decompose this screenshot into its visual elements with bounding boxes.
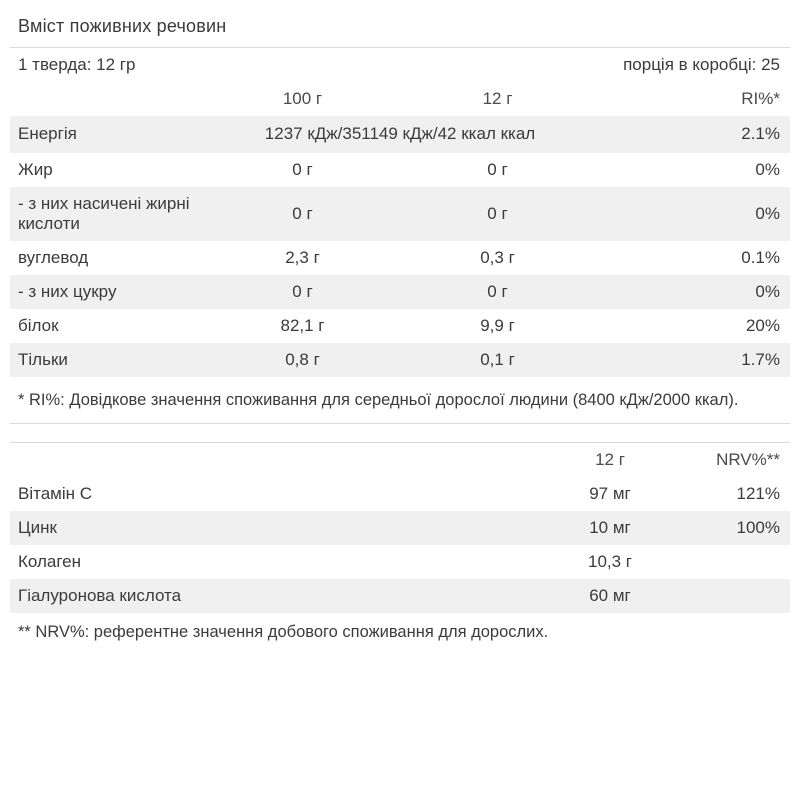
nutrient-name: Енергія [10,116,205,153]
nutrient-ri: 0% [595,275,790,309]
nutrient-per-100g: 0 г [205,187,400,241]
section-gap [10,424,790,442]
vitamin-value: 60 мг [541,579,678,613]
nutrient-ri: 0% [595,187,790,241]
nutrient-per-100g: 82,1 г [280,315,325,335]
vitamin-nrv: 100% [679,511,790,545]
vitamin-nrv: 121% [736,483,780,503]
vitamin-value: 10 мг [541,511,678,545]
vitamin-header-blank [10,443,541,477]
nutrient-ri: 20% [745,315,780,335]
table-row [10,309,790,343]
serving-size: 1 тверда: 12 гр [18,55,136,74]
nutrient-name: Жир [18,159,53,179]
serving-row [10,48,790,82]
nutrient-name: вуглевод [18,247,89,267]
nutrient-per-serving: 0 г [487,159,508,179]
header-per-100g: 100 г [282,89,323,108]
servings-per-container: порція в коробці: 25 [623,55,780,74]
nutrient-ri: 1.7% [595,343,790,377]
nutrient-per-serving: 0 г [400,275,595,309]
vitamin-name: Вітамін C [18,483,93,503]
table-row [10,153,790,187]
footnote-ri: * RI%: Довідкове значення споживання для середньої дорослої людини (8400 кДж/2000 ккал). [18,390,739,409]
table-header-row [10,82,790,116]
main-nutrition-table [10,48,790,377]
nutrient-per-serving: 0,3 г [480,247,515,267]
table-row [10,545,790,579]
nutrient-per-serving: 9,9 г [480,315,515,335]
vitamin-name: Цинк [10,511,541,545]
vitamin-header-row [10,443,790,477]
header-ri: RI%* [741,89,780,108]
vitamin-nrv [679,579,790,613]
table-row [10,511,790,545]
vitamin-name: Колаген [18,551,82,571]
vitamin-name: Гіалуронова кислота [10,579,541,613]
header-per-serving: 12 г [482,89,513,108]
header-blank [10,82,205,116]
nutrient-per-100g: 1237 кДж/351149 кДж/42 ккал ккал [205,116,595,153]
vitamin-value: 97 мг [589,483,631,503]
vitamin-header-nrv: NRV%** [716,449,780,469]
nutrient-per-100g: 0 г [205,275,400,309]
nutrient-per-100g: 2,3 г [285,247,320,267]
nutrient-per-100g: 0 г [292,159,313,179]
nutrient-name: - з них цукру [10,275,205,309]
vitamin-nrv [679,545,790,579]
vitamin-table [10,443,790,613]
footnote-nrv: ** NRV%: референтне значення добового споживання для дорослих. [18,622,549,641]
nutrient-name: Тільки [10,343,205,377]
nutrient-per-100g: 0,8 г [205,343,400,377]
nutrient-ri: 0% [755,159,780,179]
table-row [10,275,790,309]
nutrient-name: білок [18,315,59,335]
nutrient-per-serving: 0 г [400,187,595,241]
nutrient-per-serving: 0,1 г [400,343,595,377]
vitamin-header-per-serving: 12 г [595,449,625,469]
table-row [10,343,790,377]
vitamin-value: 10,3 г [587,551,632,571]
table-row [10,241,790,275]
nutrient-ri: 0.1% [741,247,780,267]
table-row [10,579,790,613]
nutrient-name: - з них насичені жирні кислоти [10,187,205,241]
nutrient-ri: 2.1% [595,116,790,153]
table-row [10,116,790,153]
page-title: Вміст поживних речовин [18,16,227,36]
table-row [10,187,790,241]
table-row [10,477,790,511]
